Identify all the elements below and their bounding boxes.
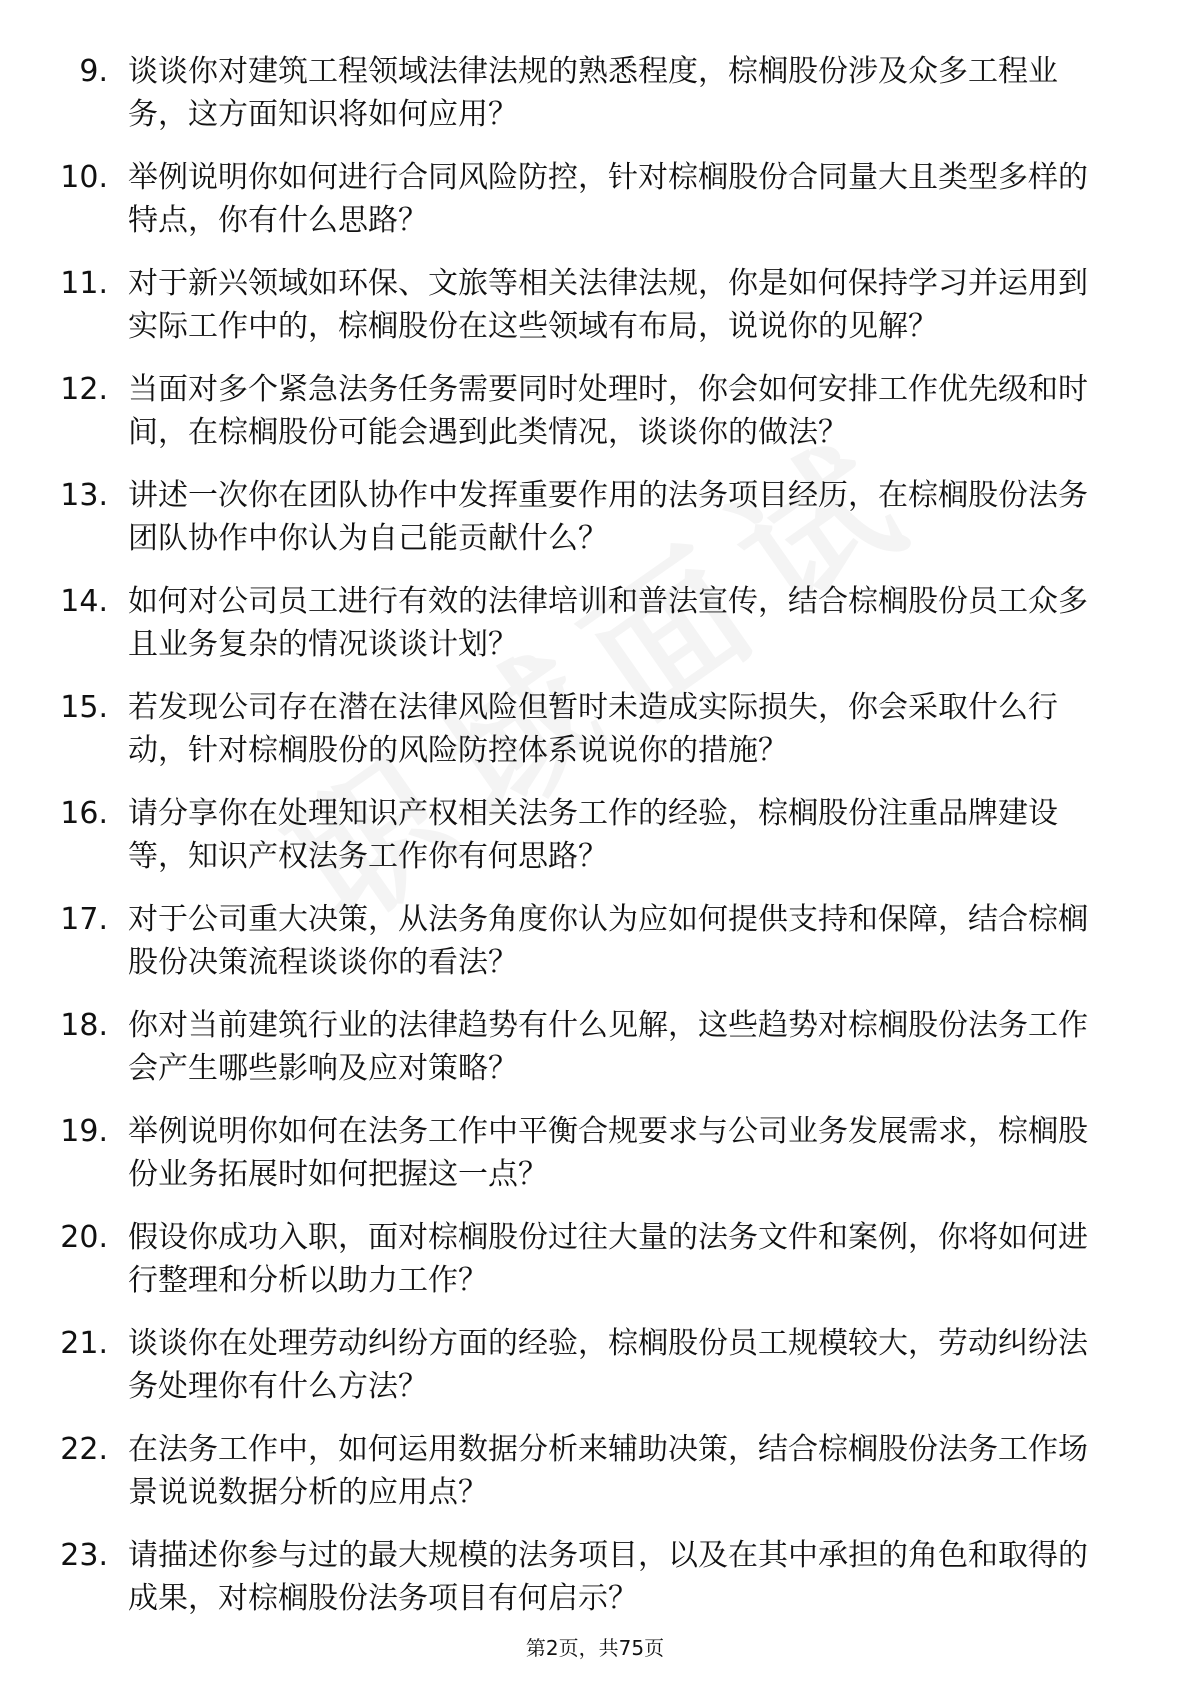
question-number: 16.: [60, 796, 108, 831]
question-number: 14.: [60, 584, 108, 619]
question-number: 11.: [60, 266, 108, 301]
question-item: [0, 1216, 1190, 1302]
question-item: [0, 898, 1190, 984]
question-text: 当面对多个紧急法务任务需要同时处理时，你会如何安排工作优先级和时间，在棕榈股份可能会遇到此类情况，谈谈你的做法？: [128, 372, 1088, 450]
question-item: [0, 686, 1190, 772]
question-item: [0, 1004, 1190, 1090]
question-number: 23.: [60, 1538, 108, 1573]
question-text: 谈谈你对建筑工程领域法律法规的熟悉程度，棕榈股份涉及众多工程业务，这方面知识将如何应用？: [128, 54, 1058, 132]
question-item: [0, 156, 1190, 242]
question-text: 讲述一次你在团队协作中发挥重要作用的法务项目经历，在棕榈股份法务团队协作中你认为自己能贡献什么？: [128, 478, 1088, 556]
question-item: [0, 50, 1190, 136]
question-item: [0, 1428, 1190, 1514]
question-text: 若发现公司存在潜在法律风险但暂时未造成实际损失，你会采取什么行动，针对棕榈股份的风险防控体系说说你的措施？: [128, 690, 1058, 768]
question-text: 举例说明你如何在法务工作中平衡合规要求与公司业务发展需求，棕榈股份业务拓展时如何把握这一点？: [128, 1114, 1088, 1192]
question-number: 15.: [60, 690, 108, 725]
question-text: 谈谈你在处理劳动纠纷方面的经验，棕榈股份员工规模较大，劳动纠纷法务处理你有什么方法？: [128, 1326, 1088, 1404]
page-footer: 第2页，共75页: [525, 1636, 665, 1660]
question-number: 18.: [60, 1008, 108, 1043]
question-text: 在法务工作中，如何运用数据分析来辅助决策，结合棕榈股份法务工作场景说说数据分析的应用点？: [128, 1432, 1088, 1510]
question-text: 如何对公司员工进行有效的法律培训和普法宣传，结合棕榈股份员工众多且业务复杂的情况谈谈计划？: [128, 584, 1088, 662]
question-text: 请分享你在处理知识产权相关法务工作的经验，棕榈股份注重品牌建设等，知识产权法务工作你有何思路？: [128, 796, 1058, 874]
question-number: 21.: [60, 1326, 108, 1361]
question-number: 17.: [60, 902, 108, 937]
question-item: [0, 474, 1190, 560]
question-text: 对于公司重大决策，从法务角度你认为应如何提供支持和保障，结合棕榈股份决策流程谈谈你的看法？: [128, 902, 1088, 980]
question-text: 你对当前建筑行业的法律趋势有什么见解，这些趋势对棕榈股份法务工作会产生哪些影响及应对策略？: [128, 1008, 1088, 1086]
question-item: [0, 368, 1190, 454]
question-item: [0, 580, 1190, 666]
question-item: [0, 792, 1190, 878]
question-number: 13.: [60, 478, 108, 513]
question-item: [0, 262, 1190, 348]
question-number: 12.: [60, 372, 108, 407]
question-item: [0, 1534, 1190, 1620]
question-number: 22.: [60, 1432, 108, 1467]
question-number: 19.: [60, 1114, 108, 1149]
question-text: 举例说明你如何进行合同风险防控，针对棕榈股份合同量大且类型多样的特点，你有什么思路？: [128, 160, 1088, 238]
question-number: 20.: [60, 1220, 108, 1255]
question-text: 请描述你参与过的最大规模的法务项目，以及在其中承担的角色和取得的成果，对棕榈股份法务项目有何启示？: [128, 1538, 1088, 1616]
question-text: 对于新兴领域如环保、文旅等相关法律法规，你是如何保持学习并运用到实际工作中的，棕榈股份在这些领域有布局，说说你的见解？: [128, 266, 1088, 344]
question-item: [0, 1110, 1190, 1196]
question-number: 10.: [60, 160, 108, 195]
question-number: 9.: [79, 54, 108, 89]
question-item: [0, 1322, 1190, 1408]
question-text: 假设你成功入职，面对棕榈股份过往大量的法务文件和案例，你将如何进行整理和分析以助力工作？: [128, 1220, 1088, 1298]
question-list: [0, 50, 1190, 1640]
